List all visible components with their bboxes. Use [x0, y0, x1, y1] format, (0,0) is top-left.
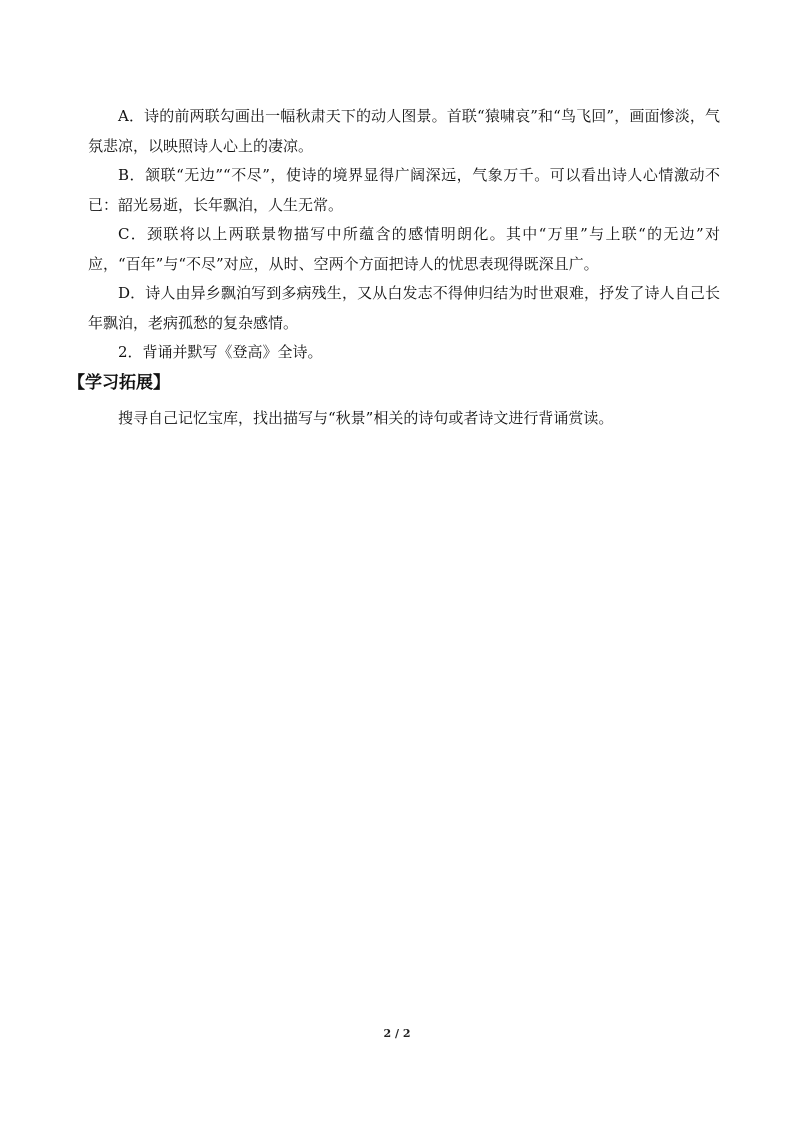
- document-content: [68, 102, 720, 433]
- section-heading: 【学习拓展】: [68, 372, 170, 393]
- option-a-paragraph: A．诗的前两联勾画出一幅秋肃天下的动人图景。首联“猿啸哀”和“鸟飞回”，画面惨淡，气氛悲凉，以映照诗人心上的凄凉。: [88, 107, 720, 155]
- option-d-paragraph: D．诗人由异乡飘泊写到多病残生，又从白发志不得伸归结为时世艰难，抒发了诗人自己长年飘泊，老病孤愁的复杂感情。: [88, 284, 720, 332]
- option-c-paragraph: C．颈联将以上两联景物描写中所蕴含的感情明朗化。其中“万里”与上联“的无边”对应，“百年”与“不尽”对应，从时、空两个方面把诗人的忧思表现得既深且广。: [88, 225, 720, 273]
- section-body: 搜寻自己记忆宝库，找出描写与“秋景”相关的诗句或者诗文进行背诵赏读。: [118, 408, 614, 427]
- page-number: 2 / 2: [383, 1027, 411, 1040]
- option-b-paragraph: B．颔联“无边”“不尽”，使诗的境界显得广阔深远，气象万千。可以看出诗人心情激动不已：韶光易逝，长年飘泊，人生无常。: [88, 166, 720, 214]
- question-2-paragraph: 2．背诵并默写《登高》全诗。: [118, 343, 323, 361]
